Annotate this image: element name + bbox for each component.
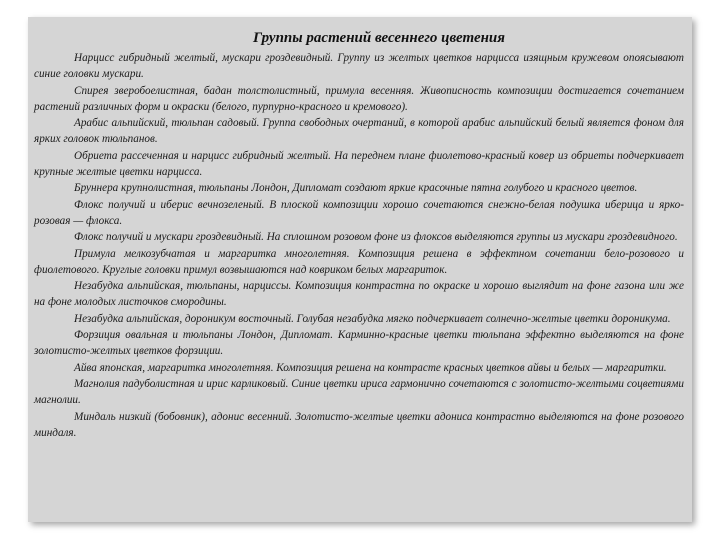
paragraph-myosotis-doronicum: Незабудка альпийская, дороникум восточный. Голубая незабудка мягко подчеркивает солнечно-желтые цветки дороникума. [74, 312, 671, 325]
paragraph-spirea-bergenia: Спирея зверобоелистная, бадан толстолистный, примула весенняя. Живописность композиции достигается сочетанием растений различных форм и окраски (белого, пурпурно-красного и кремового). [34, 84, 684, 113]
paragraph-phlox-muscari: Флокс получий и мускари гроздевидный. На сплошном розовом фоне из флоксов выделяются группы из мускари гроздевидного. [74, 231, 678, 244]
paragraph-aubrieta-narcissus: Обриета рассеченная и нарцисс гибридный желтый. На переднем плане фиолетово-красный ковер из обриеты подчеркивает крупные желтые цветки нарцисса. [34, 149, 684, 179]
paragraph-narcissus-muscari: Нарцисс гибридный желтый, мускари гроздевидный. Группу из желтых цветков нарцисса изящным кружевом опоясывают синие головки мускари. [34, 52, 684, 81]
page-title: Группы растений весеннего цветения [252, 30, 506, 46]
paragraph-primula-daisy: Примула мелкозубчатая и маргаритка многолетняя. Композиция решена в эффектном сочетании бело-розового и фиолетового. Круглые головки примул возвышаются над ковриком белых маргариток. [34, 247, 684, 276]
paragraph-myosotis-tulips: Незабудка альпийская, тюльпаны, нарциссы. Композиция контрастна по окраске и хорошо выглядит на фоне газона или же на фоне молодых листочков смородины. [34, 280, 684, 309]
paragraph-arabis-tulip: Арабис альпийский, тюльпан садовый. Группа свободных очертаний, в которой арабис альпийский белый является фоном для ярких головок тюльпанов. [34, 117, 684, 146]
slide-frame [28, 17, 692, 522]
paragraph-phlox-iberis: Флокс получий и иберис вечнозеленый. В плоской композиции хорошо сочетаются снежно-белая подушка иберица и ярко-розовая — флокса. [34, 198, 684, 227]
paragraph-brunnera-tulips: Бруннера крупнолистная, тюльпаны Лондон, Дипломат создают яркие красочные пятна голубого и красного цветов. [74, 182, 638, 195]
paragraph-mahonia-iris: Магнолия падуболистная и ирис карликовый. Синие цветки ириса гармонично сочетаются с золотисто-желтыми соцветиями магнолии. [34, 377, 684, 407]
paragraph-almond-adonis: Миндаль низкий (бобовник), адонис весенний. Золотисто-желтые цветки адониса контрастно выделяются на фоне розового миндаля. [34, 410, 684, 439]
paragraph-forsythia-tulips: Форзиция овальная и тюльпаны Лондон, Дипломат. Карминно-красные цветки тюльпана эффектно выделяются на фоне золотисто-желтых цветков форзиции. [34, 329, 684, 358]
paragraph-chaenomeles-daisy: Айва японская, маргаритка многолетняя. Композиция решена на контрасте красных цветков айвы и белых — маргаритки. [74, 361, 667, 374]
